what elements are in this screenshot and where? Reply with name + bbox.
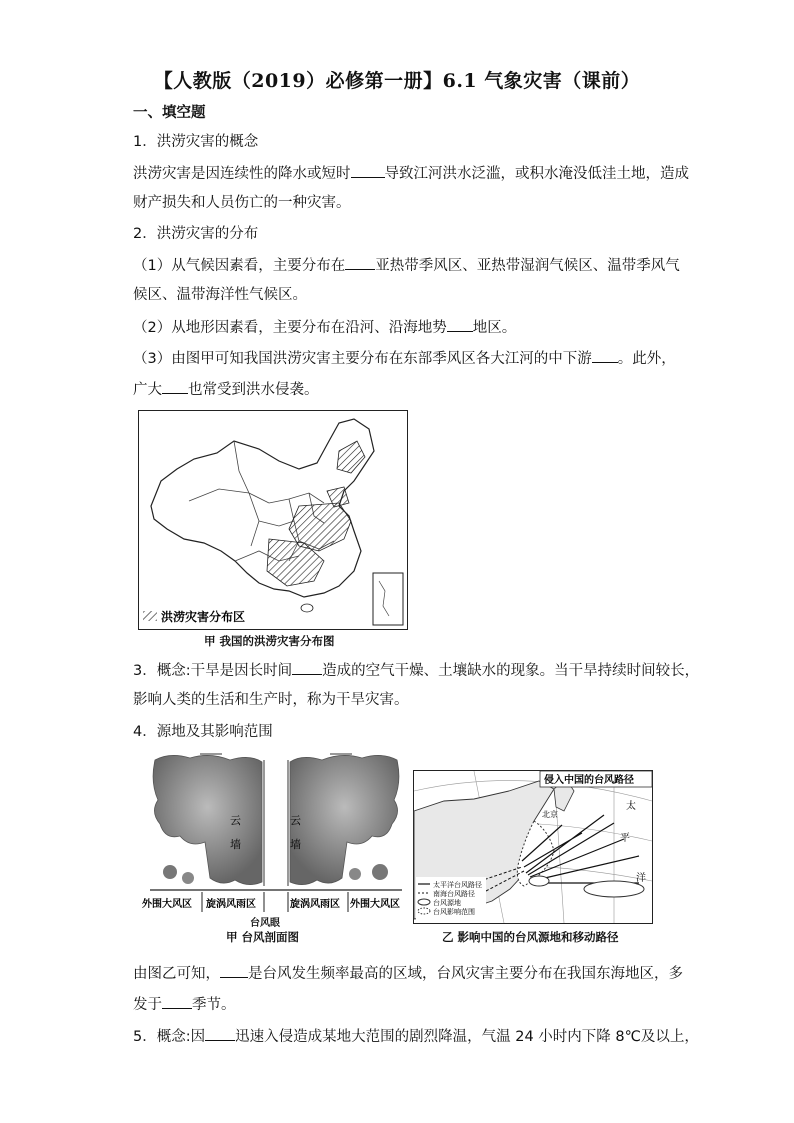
spiral-right-label: 旋涡风雨区 [290, 899, 340, 910]
beijing-label: 北京 [542, 810, 558, 819]
cloud-label-right: 云 [290, 814, 301, 827]
figure-caption-typhoon-section: 甲 台风剖面图 [226, 930, 300, 944]
wall-label-left: 墙 [230, 838, 241, 851]
q2-p3-line1 [133, 348, 676, 369]
q2-p1-text-a: （1）从气候因素看，主要分布在 [133, 258, 346, 274]
answer-blank[interactable] [447, 317, 473, 332]
outer-right-label: 外围大风区 [350, 899, 400, 910]
q1-line2: 财产损失和人员伤亡的一种灾害。 [133, 195, 351, 211]
legend-source: 台风源地 [433, 899, 461, 907]
q2-p2-text-b: 地区。 [472, 320, 517, 336]
q2-p3-text-a: （3）由图甲可知我国洪涝灾害主要分布在东部季风区各大江河的中下游 [133, 351, 592, 367]
q1-line1 [133, 163, 689, 184]
q2-p1-line1 [133, 255, 680, 276]
legend-south-sea: 南海台风路径 [433, 890, 475, 898]
q3-text-a: 3．概念:干旱是因长时间 [133, 663, 293, 679]
q4-heading: 4．源地及其影响范围 [133, 724, 273, 740]
map-header: 侵入中国的台风路径 [544, 775, 634, 786]
after-fig-text-c: 发于 [133, 997, 162, 1013]
after-fig-text-d: 季节。 [192, 997, 236, 1013]
q3-line1 [133, 660, 699, 681]
legend-influence: 台风影响范围 [433, 908, 475, 916]
q1-text-a: 洪涝灾害是因连续性的降水或短时 [133, 166, 351, 182]
answer-blank[interactable] [205, 1026, 235, 1041]
q2-p3-text-d: 也常受到洪水侵袭。 [188, 382, 319, 398]
ping-label: 平 [620, 833, 630, 844]
after-fig-text-b: 是台风发生频率最高的区域，台风灾害主要分布在我国东海地区，多 [248, 966, 683, 982]
answer-blank[interactable] [592, 348, 618, 363]
q3-line2: 影响人类的生活和生产时，称为干旱灾害。 [133, 692, 409, 708]
influence-icon [418, 908, 430, 914]
q1-text-b: 导致江河洪水泛滥，或积水淹没低洼土地，造成 [384, 166, 689, 182]
typhoon-section-figure [142, 752, 402, 914]
answer-blank[interactable] [345, 255, 375, 270]
q2-p3-text-b: 。此外， [617, 351, 676, 367]
legend-pacific: 太平洋台风路径 [433, 881, 482, 889]
page-title: 【人教版（2019）必修第一册】6.1 气象灾害（课前） [153, 70, 641, 92]
answer-blank[interactable] [162, 379, 188, 394]
answer-blank[interactable] [351, 163, 385, 178]
after-fig-text-a: 由图乙可知， [133, 966, 220, 982]
q3-text-b: 造成的空气干燥、土壤缺水的现象。当干旱持续时间较长， [322, 663, 700, 679]
wall-label-right: 墙 [290, 838, 301, 851]
q2-p2 [133, 317, 516, 338]
eye-label: 台风眼 [250, 918, 280, 929]
answer-blank[interactable] [220, 963, 248, 978]
q2-p3-text-c: 广大 [133, 382, 162, 398]
flood-map-figure [138, 410, 408, 630]
q5-text-b: 迅速入侵造成某地大范围的剧烈降温，气温 24 小时内下降 8℃及以上， [235, 1029, 699, 1045]
figure-caption-typhoon-path: 乙 影响中国的台风源地和移动路径 [442, 930, 619, 944]
section-heading: 一、填空题 [133, 105, 206, 121]
q2-p1-text-b: 亚热带季风区、亚热带湿润气候区、温带季风气 [375, 258, 680, 274]
q2-p2-text-a: （2）从地形因素看，主要分布在沿河、沿海地势 [133, 320, 447, 336]
answer-blank[interactable] [162, 994, 192, 1009]
after-fig-line1 [133, 963, 683, 984]
answer-blank[interactable] [292, 660, 322, 675]
q2-p1-line2: 候区、温带海洋性气候区。 [133, 287, 307, 303]
typhoon-path-map [413, 770, 653, 924]
china-map [139, 411, 407, 629]
yang-label: 洋 [636, 873, 646, 884]
cloud-label-left: 云 [230, 814, 241, 827]
legend-label: 洪涝灾害分布区 [161, 610, 246, 624]
q2-heading: 2．洪涝灾害的分布 [133, 226, 259, 242]
q1-heading: 1．洪涝灾害的概念 [133, 134, 259, 150]
q5-line1 [133, 1026, 699, 1047]
outer-left-label: 外围大风区 [142, 899, 192, 910]
q2-p3-line2 [133, 379, 319, 400]
legend-hatch-icon [143, 611, 157, 621]
after-fig-line2 [133, 994, 236, 1015]
figure-caption-jia: 甲 我国的洪涝灾害分布图 [204, 634, 335, 648]
source-icon [418, 899, 430, 905]
q5-text-a: 5．概念:因 [133, 1029, 206, 1045]
spiral-left-label: 旋涡风雨区 [206, 899, 256, 910]
tai-label: 太 [626, 801, 636, 812]
